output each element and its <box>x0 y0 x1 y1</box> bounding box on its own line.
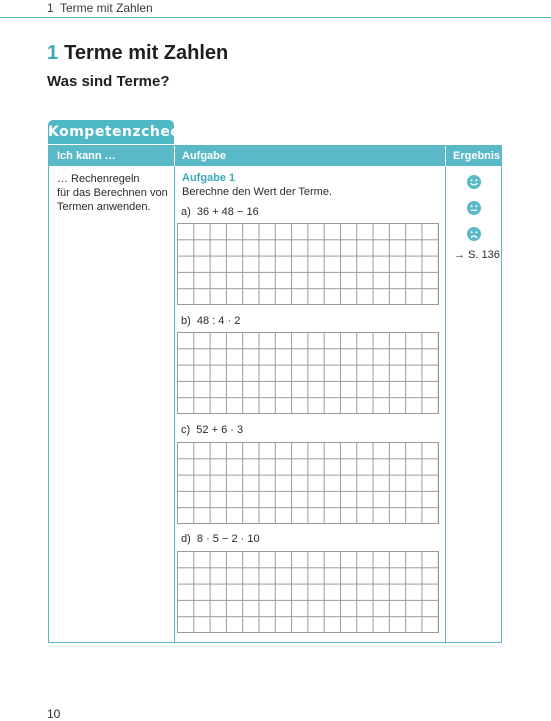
table-header-row <box>49 146 501 166</box>
running-header-text: Terme mit Zahlen <box>60 1 153 15</box>
page-number: 10 <box>47 707 61 721</box>
arrow-right-icon: → <box>454 249 465 261</box>
column-divider <box>174 146 175 642</box>
column-divider <box>445 146 446 642</box>
chapter-title: Terme mit Zahlen <box>64 42 229 64</box>
page-subtitle: Was sind Terme? <box>47 73 170 90</box>
exercise-d-label: d) 8 · 5 − 2 · 10 <box>181 533 260 545</box>
header-divider <box>174 146 175 166</box>
header-ich-kann: Ich kann … <box>57 150 116 162</box>
smiley-neutral-icon[interactable] <box>466 200 482 216</box>
answer-grid-c[interactable] <box>177 442 439 524</box>
competence-line: … Rechenregeln <box>57 173 140 185</box>
task-description: Berechne den Wert der Terme. <box>182 186 333 198</box>
header-divider <box>445 146 446 166</box>
task-title: Aufgabe 1 <box>182 172 236 184</box>
running-header <box>0 0 551 18</box>
exercise-a-label: a) 36 + 48 − 16 <box>181 206 259 218</box>
header-aufgabe: Aufgabe <box>182 150 226 162</box>
competence-text <box>57 172 177 214</box>
competence-line: Termen anwenden. <box>57 201 151 213</box>
chapter-number: 1 <box>47 42 59 64</box>
kompetenzcheck-tab: Kompetenzcheck <box>48 120 174 144</box>
answer-grid-a[interactable] <box>177 223 439 305</box>
page-title <box>47 42 228 65</box>
smiley-happy-icon[interactable] <box>466 174 482 190</box>
header-ergebnis: Ergebnis <box>453 150 501 162</box>
answer-grid-d[interactable] <box>177 551 439 633</box>
exercise-b-label: b) 48 : 4 · 2 <box>181 315 241 327</box>
exercise-c-label: c) 52 + 6 · 3 <box>181 424 244 436</box>
running-header-number: 1 <box>47 1 54 15</box>
answer-grid-b[interactable] <box>177 332 439 414</box>
smiley-sad-icon[interactable] <box>466 226 482 242</box>
solution-reference[interactable] <box>454 249 500 261</box>
solution-reference-text: S. 136 <box>468 249 500 261</box>
competence-line: für das Berechnen von <box>57 187 168 199</box>
